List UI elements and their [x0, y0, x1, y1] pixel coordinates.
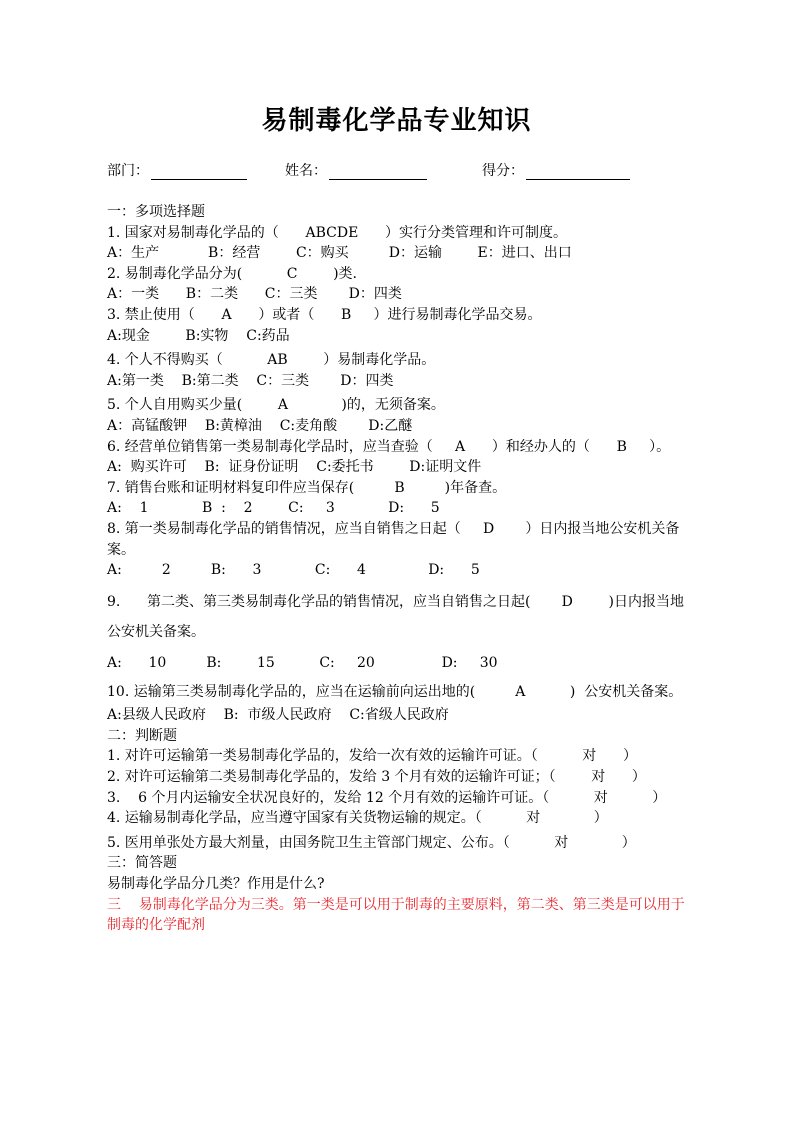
question-line: 7. 销售台账和证明材料复印件应当保存( B )年备查。 [107, 479, 507, 496]
score-blank [526, 165, 630, 180]
name-field [285, 160, 427, 180]
short-answer-question: 易制毒化学品分几类？作用是什么? [107, 876, 325, 893]
statement-line: 4. 运输易制毒化学品，应当遵守国家有关货物运输的规定。（ 对 ） [107, 810, 608, 827]
name-label: 姓名： [285, 163, 327, 179]
section-heading: 一：多项选择题 [107, 204, 205, 220]
statement-line: 2. 对许可运输第二类易制毒化学品的，发给 3 个月有效的运输许可证；（ 对 ） [107, 769, 646, 786]
score-field [482, 160, 630, 180]
options-line: A: 10 B: 15 C: 20 D: 30 [107, 654, 498, 671]
statement-line: 3. 6 个月内运输安全状况良好的，发给 12 个月有效的运输许可证。（ 对 ） [107, 789, 667, 806]
options-line: A:县级人民政府 B: 市级人民政府 C:省级人民政府 [107, 707, 449, 724]
question-line: 3. 禁止使用（ A ）或者（ B ）进行易制毒化学品交易。 [107, 306, 542, 323]
question-line: 6. 经营单位销售第一类易制毒化学品时，应当查验（ A ）和经办人的（ B ）。 [107, 438, 671, 455]
question-line: 10. 运输第三类易制毒化学品的，应当在运输前向运出地的( A ) 公安机关备案。 [107, 684, 683, 701]
question-line: 4. 个人不得购买（ AB ）易制毒化学品。 [107, 352, 436, 369]
section-heading: 二：判断题 [107, 727, 177, 744]
options-line: A:第一类 B:第二类 C：三类 D：四类 [107, 372, 394, 389]
dept-field [107, 160, 247, 180]
page-title: 易制毒化学品专业知识 [261, 106, 532, 136]
question-line: 9. 第二类、第三类易制毒化学品的销售情况，应当自销售之日起( D )日内报当地公安机关备案。 [107, 593, 684, 640]
options-line: A: 1 B : 2 C: 3 D: 5 [107, 500, 440, 517]
question-body [107, 202, 692, 936]
info-header [107, 160, 667, 182]
answer-text: 三 易制毒化学品分为三类。第一类是可以用于制毒的主要原料，第二类、第三类是可以用于制毒的化学配剂 [107, 896, 685, 934]
dept-label: 部门： [107, 163, 149, 179]
options-line: A：一类 B：二类 C：三类 D：四类 [107, 286, 402, 303]
options-line: A: 购买许可 B: 证身份证明 C:委托书 D:证明文件 [107, 459, 482, 476]
question-line: 2. 易制毒化学品分为( C )类. [107, 265, 357, 282]
options-line: A:现金 B:实物 C:药品 [107, 327, 290, 344]
question-line: 5. 个人自用购买少量( A )的，无须备案。 [107, 397, 445, 414]
score-label: 得分： [482, 163, 524, 179]
statement-line: 5. 医用单张处方最大剂量，由国务院卫生主管部门规定、公布。（ 对 ） [107, 834, 636, 851]
dept-blank [151, 165, 247, 180]
options-line: A：高锰酸钾 B:黄樟油 C:麦角酸 D:乙醚 [107, 417, 413, 434]
options-line: A：生产 B：经营 C：购买 D：运输 E：进口、出口 [107, 245, 572, 262]
question-line: 1. 国家对易制毒化学品的（ ABCDE ）实行分类管理和许可制度。 [107, 224, 568, 241]
statement-line: 1. 对许可运输第一类易制毒化学品的，发给一次有效的运输许可证。（ 对 ） [107, 748, 638, 765]
options-line: A: 2 B: 3 C: 4 D: 5 [107, 562, 480, 579]
question-line: 8. 第一类易制毒化学品的销售情况，应当自销售之日起（ D ）日内报当地公安机关备案。 [107, 520, 680, 558]
name-blank [329, 165, 427, 180]
section-heading: 三：简答题 [107, 855, 177, 872]
